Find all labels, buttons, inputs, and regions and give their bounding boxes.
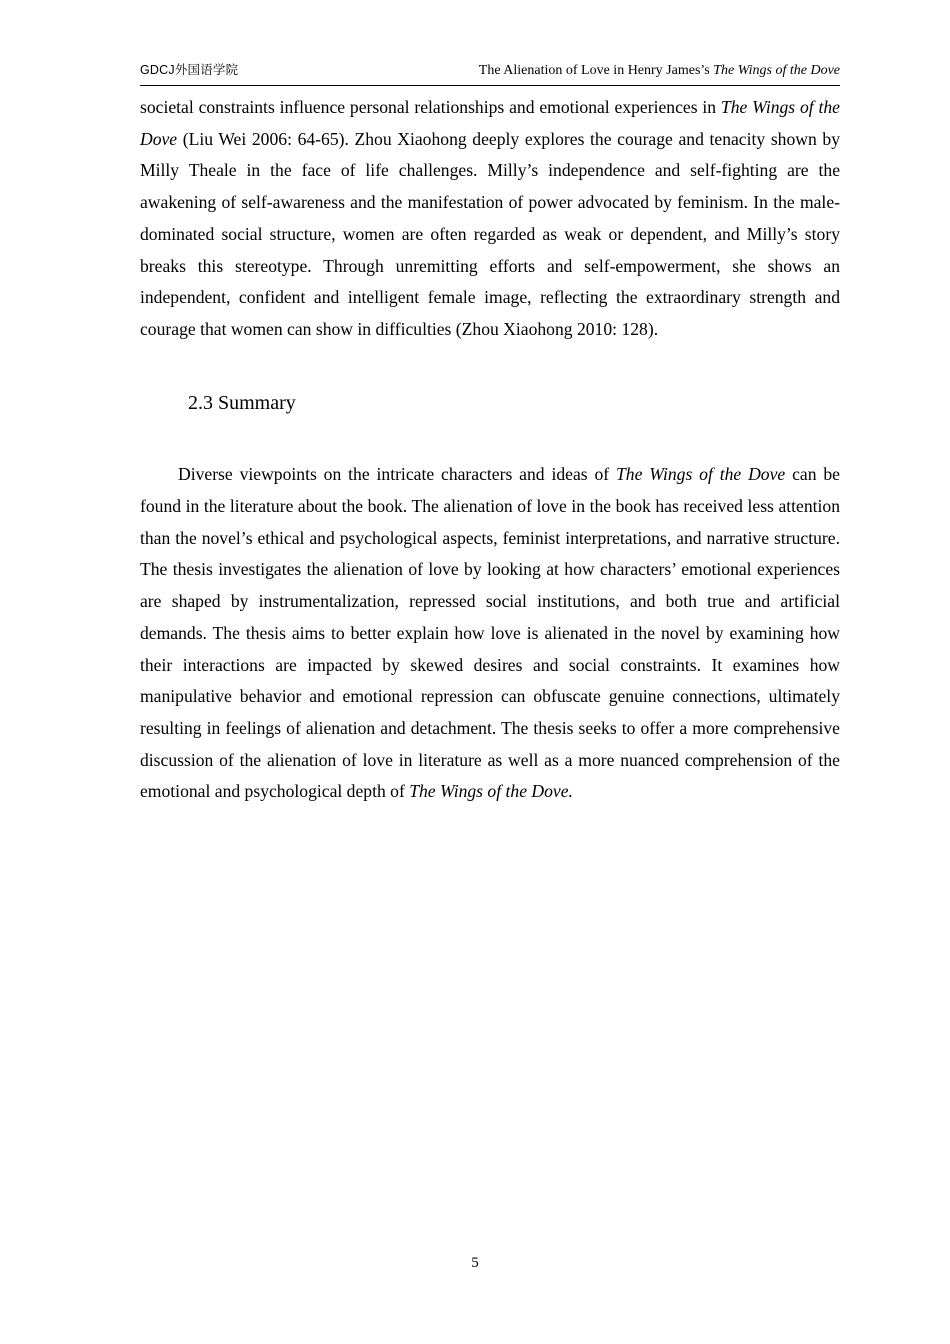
book-title-italic-2: The Wings of the Dove — [616, 464, 786, 485]
paragraph-1-part-b: (Liu Wei 2006: 64-65). Zhou Xiaohong deeply explores the courage and tenacity shown by Milly Theale in the face of life challenges. Milly’s independence and self-fighting are the awakening of self-awareness and the manifestation of power advocated by feminism. In the male-dominated social structure, women are often regarded as weak or dependent, and Milly’s story breaks this stereotype. Through unremitting efforts and self-empowerment, she shows an independent, confident and intelligent female image, reflecting the extraordinary strength and courage that women can show in difficulties (Zhou Xiaohong 2010: 128). — [140, 128, 840, 339]
header-title-italic: The Wings of the Dove — [713, 63, 840, 78]
header-divider — [140, 85, 840, 86]
paragraph-2-part-b: can be found in the literature about the book. The alienation of love in the book has received less attention than the novel’s ethical and psychological aspects, feminist interpretations, and narrative structure. The thesis investigates the alienation of love by looking at how characters’ emotional experiences are shaped by instrumentalization, repressed social institutions, and both true and artificial demands. The thesis aims to better explain how love is alienated in the novel by examining how their interactions are impacted by skewed desires and social constraints. It examines how manipulative behavior and emotional repression can obfuscate genuine connections, ultimately resulting in feelings of alienation and detachment. The thesis seeks to offer a more comprehensive discussion of the alienation of love in literature as well as a more nuanced comprehension of the emotional and psychological depth of — [140, 464, 840, 802]
page-content — [140, 92, 840, 808]
paragraph-1-part-a: societal constraints influence personal relationships and emotional experiences in — [140, 97, 721, 117]
section-heading-2-3: 2.3 Summary — [188, 391, 296, 414]
spacer-after-heading — [140, 419, 840, 459]
paragraph-continued — [140, 92, 840, 346]
paragraph-summary — [140, 459, 840, 808]
book-title-italic-3: The Wings of the Dove. — [409, 781, 573, 802]
header-title — [479, 63, 840, 79]
header-institution: GDCJ外国语学院 — [140, 63, 239, 77]
paragraph-2-part-a: Diverse viewpoints on the intricate characters and ideas of — [178, 464, 617, 485]
page-number: 5 — [471, 1255, 479, 1271]
book-title-italic: The Wings of the Dove — [140, 97, 840, 149]
spacer-before-heading — [140, 346, 840, 388]
page-header — [140, 60, 840, 79]
header-title-plain: The Alienation of Love in Henry James’s — [478, 63, 714, 78]
